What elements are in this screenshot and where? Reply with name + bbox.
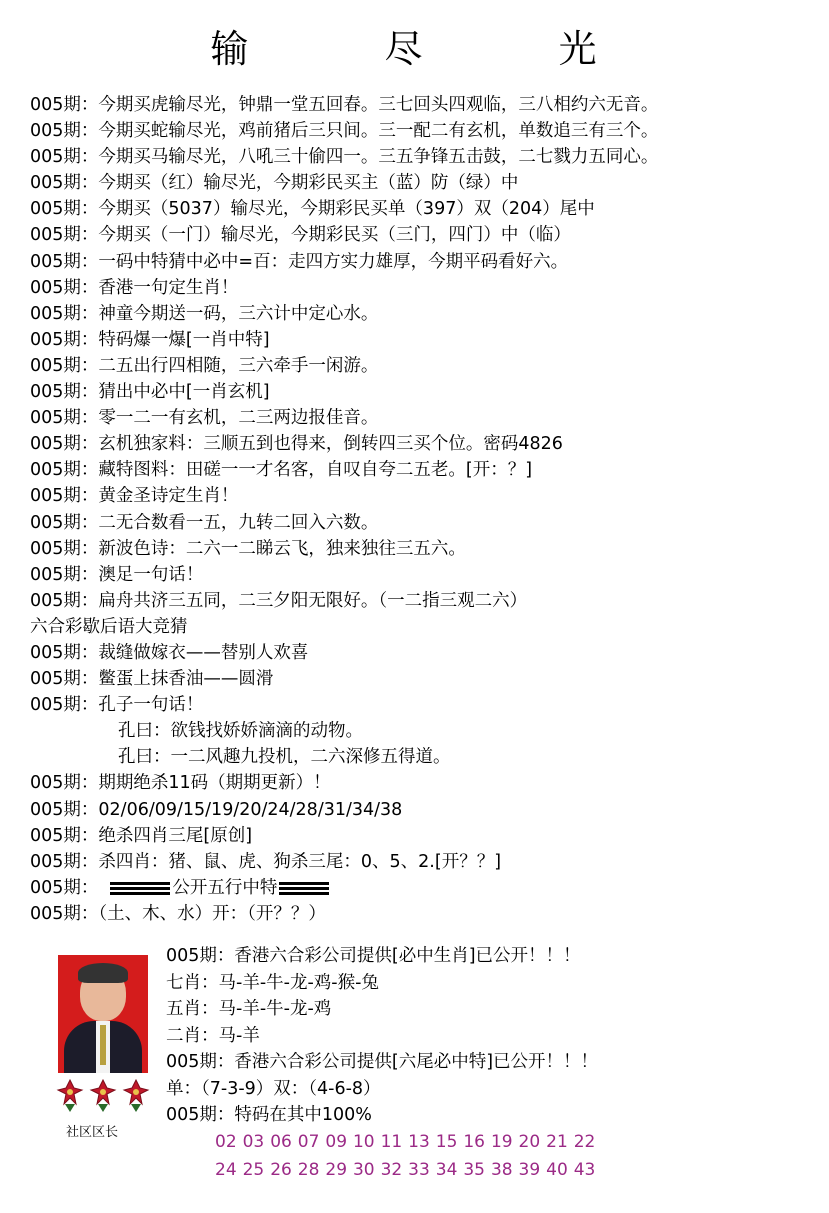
text-line: 二肖：马-羊 — [166, 1025, 260, 1046]
number-item: 32 — [380, 1160, 403, 1180]
text-line: 005期：今期买（5037）输尽光，今期彩民买单（397）双（204）尾中 — [30, 199, 595, 220]
text-line: 005期：孔子一句话！ — [30, 695, 204, 716]
text-line: 005期：（土、木、水）开：（开？？） — [30, 903, 326, 924]
page-title: 输 尽 光 — [210, 27, 659, 71]
number-item: 21 — [546, 1132, 568, 1152]
number-item: 34 — [435, 1160, 458, 1180]
number-item: 09 — [325, 1132, 348, 1152]
number-row — [215, 1132, 601, 1152]
text-line: 005期：今期买马输尽光，八吼三十偷四一。三五争锋五击鼓，二七戮力五同心。 — [30, 147, 659, 168]
wuxing-prefix: 005期： — [30, 877, 99, 898]
text-line: 005期：一码中特猜中必中=百：走四方实力雄厚，今期平码看好六。 — [30, 251, 569, 272]
text-line: 七肖：马-羊-牛-龙-鸡-猴-兔 — [166, 972, 379, 993]
text-line: 005期：香港六合彩公司提供[六尾必中特]已公开！！！ — [166, 1052, 599, 1072]
number-item: 15 — [435, 1132, 458, 1152]
quote-line: 孔曰：一二风趣九投机，二六深修五得道。 — [118, 747, 451, 768]
wuxing-line — [30, 875, 820, 901]
text-line: 005期：二无合数看一五，九转二回入六数。 — [30, 512, 379, 533]
number-item: 07 — [297, 1132, 320, 1152]
wuxing-text: 公开五行中特 — [172, 877, 278, 898]
text-line: 005期：今期买蛇输尽光，鸡前猪后三只间。三一配二有玄机，单数追三有三个。 — [30, 121, 659, 142]
text-line: 005期：今期买虎输尽光，钟鼎一堂五回春。三七回头四观临，三八相约六无音。 — [30, 95, 659, 115]
zodiac-block — [166, 943, 816, 1129]
text-line: 005期：玄机独家料：三顺五到也得来，倒转四三买个位。密码4826 — [30, 434, 563, 455]
number-item: 38 — [490, 1160, 513, 1180]
text-line: 005期：零一二一有玄机，二三两边报佳音。 — [30, 408, 379, 429]
text-line: 005期：杀四肖：猪、鼠、虎、狗杀三尾：0、5、2.[开？？] — [30, 851, 502, 872]
text-line: 005期：特码在其中100% — [166, 1105, 372, 1125]
text-line: 005期：期期绝杀11码（期期更新）！ — [30, 773, 331, 794]
badge-row — [56, 1078, 156, 1120]
number-item: 25 — [242, 1160, 265, 1180]
text-line: 005期：神童今期送一码，三六计中定心水。 — [30, 303, 379, 324]
triple-bar-icon — [279, 881, 329, 895]
number-item: 19 — [490, 1132, 513, 1152]
cross-badge-icon — [122, 1078, 150, 1114]
portrait-photo — [58, 955, 148, 1073]
text-line: 005期：02/06/09/15/19/20/24/28/31/34/38 — [30, 799, 403, 820]
number-item: 33 — [408, 1160, 430, 1180]
number-item: 35 — [463, 1160, 485, 1180]
text-line: 005期：特码爆一爆[一肖中特] — [30, 329, 270, 350]
triple-bar-icon — [110, 881, 170, 895]
number-item: 11 — [380, 1132, 403, 1152]
text-line: 005期：裁缝做嫁衣——替别人欢喜 — [30, 642, 309, 663]
number-item: 28 — [297, 1160, 320, 1180]
number-item: 02 — [215, 1132, 237, 1152]
text-line: 005期：扁舟共济三五同，二三夕阳无限好。（一二指三观二六） — [30, 590, 528, 611]
text-line: 005期：绝杀四肖三尾[原创] — [30, 825, 253, 846]
cross-badge-icon — [89, 1078, 117, 1114]
number-item: 06 — [270, 1132, 292, 1152]
text-line: 005期：香港六合彩公司提供[必中生肖]已公开！！！ — [166, 946, 581, 966]
number-item: 29 — [325, 1160, 348, 1180]
quote-line: 孔曰：欲钱找娇娇滴滴的动物。 — [118, 721, 363, 742]
number-item: 24 — [215, 1160, 237, 1180]
number-item: 39 — [518, 1160, 541, 1180]
number-item: 40 — [546, 1160, 568, 1180]
text-line: 005期：黄金圣诗定生肖！ — [30, 486, 239, 507]
number-item: 03 — [242, 1132, 265, 1152]
text-line: 005期：二五出行四相随，三六牵手一闲游。 — [30, 355, 379, 376]
text-line: 五肖：马-羊-牛-龙-鸡 — [166, 999, 332, 1019]
text-line: 005期：香港一句定生肖！ — [30, 277, 239, 298]
text-line: 005期：今期买（一门）输尽光，今期彩民买（三门，四门）中（临） — [30, 225, 571, 246]
cross-badge-icon — [56, 1078, 84, 1114]
text-line: 005期：藏特图料：田磋一一才名客，自叹自夸二五老。[开：？] — [30, 460, 533, 481]
text-line: 005期：澳足一句话！ — [30, 564, 204, 585]
number-item: 13 — [408, 1132, 430, 1152]
text-line: 005期：今期买（红）输尽光，今期彩民买主（蓝）防（绿）中 — [30, 173, 519, 194]
text-line: 005期：鳖蛋上抹香油——圆滑 — [30, 669, 274, 690]
number-item: 26 — [270, 1160, 292, 1180]
number-row — [215, 1160, 601, 1180]
main-text-block — [30, 92, 820, 927]
number-item: 30 — [352, 1160, 375, 1180]
number-item: 20 — [518, 1132, 541, 1152]
number-item: 16 — [463, 1132, 485, 1152]
number-item: 22 — [573, 1132, 596, 1152]
number-item: 10 — [352, 1132, 375, 1152]
text-line: 005期：猜出中必中[一肖玄机] — [30, 382, 270, 403]
portrait-caption: 社区区长 — [66, 1125, 119, 1140]
text-line: 单：（7-3-9）双：（4-6-8） — [166, 1078, 381, 1099]
section-heading: 六合彩歇后语大竞猜 — [30, 616, 188, 637]
text-line: 005期：新波色诗：二六一二睇云飞，独来独往三五六。 — [30, 538, 466, 559]
number-item: 43 — [573, 1160, 596, 1180]
